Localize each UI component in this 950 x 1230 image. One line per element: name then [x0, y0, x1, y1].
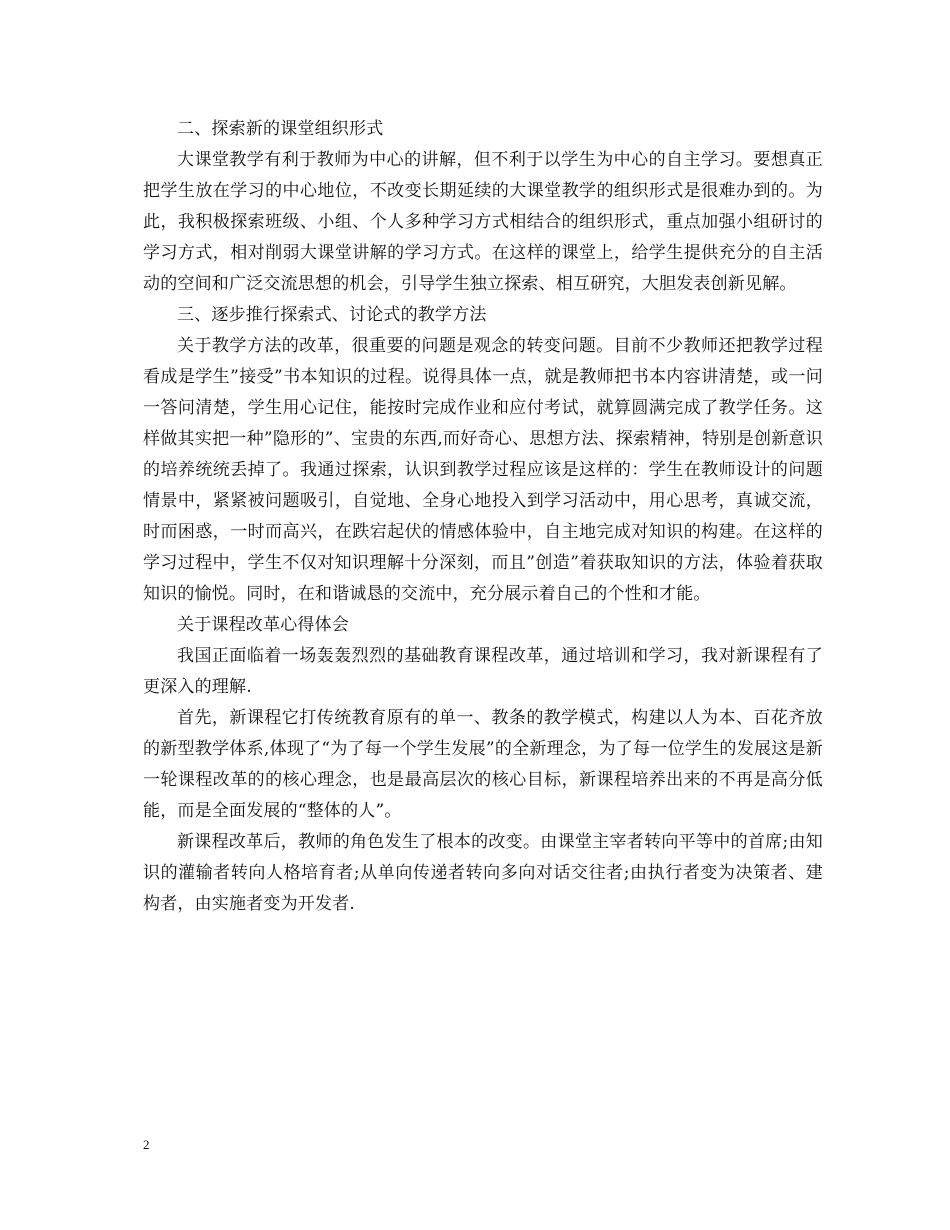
paragraph: 首先，新课程它打传统教育原有的单一、教条的教学模式，构建以人为本、百花齐放的新型教学体系,体现了“为了每一个学生发展”的全新理念，为了每一位学生的发展这是新一轮课程改革的的核心理念，也是最高层次的核心目标，新课程培养出来的不再是高分低能，而是全面发展的“整体的人”。	[143, 708, 823, 821]
document-body	[143, 114, 823, 920]
article-title: 关于课程改革心得体会	[177, 615, 349, 635]
page-number: 2	[143, 1137, 150, 1152]
paragraph: 关于教学方法的改革，很重要的问题是观念的转变问题。目前不少教师还把教学过程看成是学生”接受”书本知识的过程。说得具体一点，就是教师把书本内容讲清楚，或一问一答问清楚，学生用心记住，能按时完成作业和应付考试，就算圆满完成了教学任务。这样做其实把一种”隐形的”、宝贵的东西,而好奇心、思想方法、探索精神，特别是创新意识的培养统统丢掉了。我通过探索，认识到教学过程应该是这样的：学生在教师设计的问题情景中，紧紧被问题吸引，自觉地、全身心地投入到学习活动中，用心思考，真诚交流，时而困惑，一时而高兴，在跌宕起伏的情感体验中，自主地完成对知识的构建。在这样的学习过程中，学生不仅对知识理解十分深刻，而且”创造”着获取知识的方法，体验着获取知识的愉悦。同时，在和谐诚恳的交流中，充分展示着自己的个性和才能。	[143, 336, 823, 604]
paragraph: 新课程改革后，教师的角色发生了根本的改变。由课堂主宰者转向平等中的首席;由知识的灌输者转向人格培育者;从单向传递者转向多向对话交往者;由执行者变为决策者、建构者，由实施者变为开发者.	[143, 832, 823, 914]
section-heading-3: 三、逐步推行探索式、讨论式的教学方法	[177, 305, 487, 325]
section-heading-2: 二、探索新的课堂组织形式	[177, 119, 384, 139]
paragraph: 大课堂教学有利于教师为中心的讲解，但不利于以学生为中心的自主学习。要想真正把学生放在学习的中心地位，不改变长期延续的大课堂教学的组织形式是很难办到的。为此，我积极探索班级、小组、个人多种学习方式相结合的组织形式，重点加强小组研讨的学习方式，相对削弱大课堂讲解的学习方式。在这样的课堂上，给学生提供充分的自主活动的空间和广泛交流思想的机会，引导学生独立探索、相互研究，大胆发表创新见解。	[143, 150, 823, 294]
paragraph: 我国正面临着一场轰轰烈烈的基础教育课程改革，通过培训和学习，我对新课程有了更深入的理解.	[143, 646, 823, 697]
